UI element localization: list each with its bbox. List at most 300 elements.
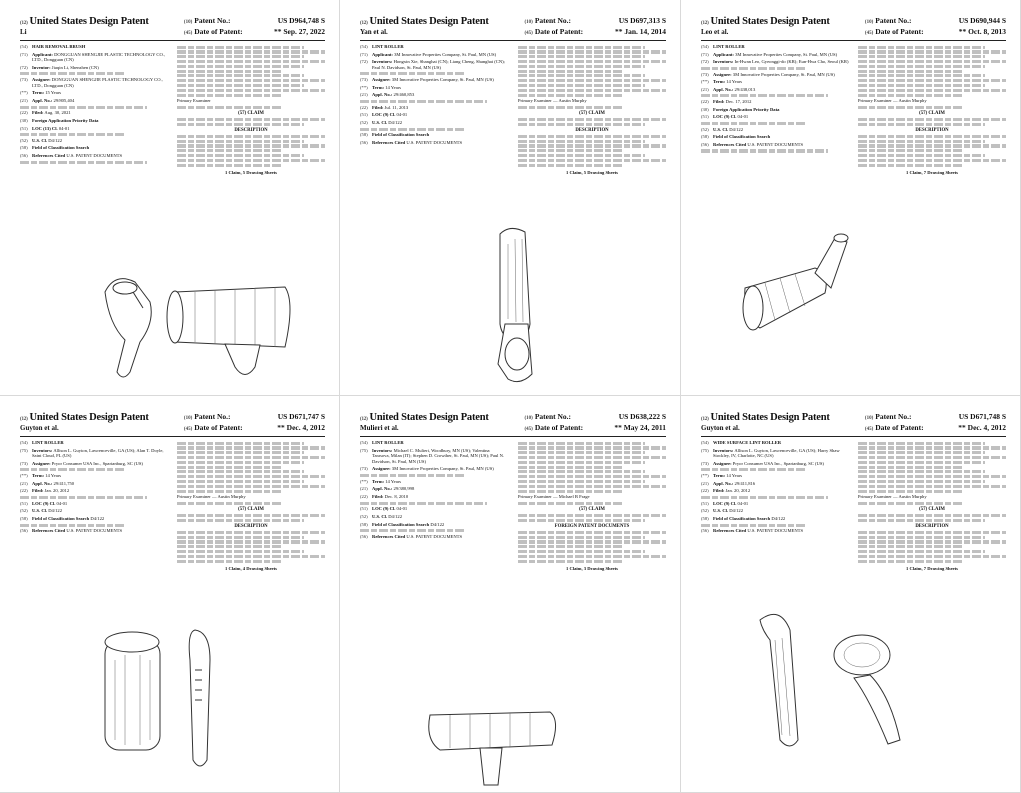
field-label: Assignee: [372, 466, 391, 472]
field-code: (30) [701, 106, 709, 112]
field-label: Field of Classification Search [713, 515, 771, 521]
field-value: Jan. 20, 2012 [725, 488, 751, 494]
field-value: In-Hwan Leo, Gyeonggi-do (KR); Eun-Hwa Cho, Seoul (KR) [734, 59, 849, 65]
field-code: (75) [360, 447, 368, 453]
biblio-field [20, 508, 168, 514]
field-label: Assignee: [32, 77, 51, 83]
field-label: Inventor: [32, 64, 51, 70]
field-label: LOC (9) Cl. [713, 114, 737, 120]
field-label: Inventors: [372, 447, 393, 453]
field-value: 29/438,013 [734, 86, 756, 92]
field-value: Jan. 20, 2012 [44, 488, 70, 494]
field-value: 3M Innovative Properties Company, St. Paul, MN (US) [391, 77, 494, 83]
field-label: References Cited [372, 533, 406, 539]
field-code: (**) [360, 478, 368, 484]
biblio-field [20, 481, 168, 487]
claim-heading: (57) CLAIM [238, 506, 264, 512]
biblio-field [20, 488, 168, 494]
field-value: Allison L. Guyton, Lawrenceville, GA (US); Harry Shaw Stockley, IV, Charlotte, NC (US) [713, 447, 840, 459]
patent-date: (45) Date of Patent: ** Dec. 4, 2012 [864, 423, 1006, 432]
patent-number: (10) Patent No.: US D671,748 S [864, 412, 1006, 421]
biblio-field [360, 92, 508, 98]
field-label: LOC (13) Cl. [32, 125, 58, 131]
field-label: WIDE SURFACE LINT ROLLER [713, 440, 782, 445]
field-label: Assignee: [32, 460, 51, 466]
references-column [858, 440, 1006, 571]
biblio-field [360, 514, 508, 520]
field-code: (56) [360, 533, 368, 539]
biblio-field [701, 473, 849, 479]
field-value: U.S. PATENT DOCUMENTS [66, 528, 123, 534]
field-label: Field of Classification Search [32, 145, 90, 151]
bibliographic-fields [20, 44, 168, 175]
description-heading: DESCRIPTION [234, 127, 268, 133]
biblio-field [360, 522, 508, 528]
patent-inventor: Guyton et al. [20, 424, 59, 432]
biblio-field [360, 448, 508, 465]
biblio-field [360, 486, 508, 492]
field-label: Assignee: [713, 71, 732, 77]
field-code: (54) [701, 440, 709, 445]
field-value: D4/122 [729, 126, 743, 132]
field-code: (52) [360, 119, 368, 125]
field-code: (75) [20, 447, 28, 453]
field-code: (73) [701, 460, 709, 466]
field-label: Filed: [713, 488, 725, 494]
field-value: 3M Innovative Properties Company, St. Paul, MN (US) [391, 466, 494, 472]
examiner: Primary Examiner — Austin Murphy [858, 98, 927, 104]
biblio-field [701, 142, 849, 148]
field-code: (22) [701, 99, 709, 105]
field-label: Appl. No.: [32, 97, 53, 103]
biblio-field [20, 126, 168, 132]
field-value: 14 Years [385, 478, 402, 484]
hair-brush-drawing [95, 262, 305, 387]
field-value: 04-01 [56, 500, 68, 506]
field-value: 04-01 [737, 500, 749, 506]
field-code: (73) [20, 460, 28, 466]
field-label: Field of Classification Search [372, 132, 430, 138]
field-label: References Cited [713, 528, 747, 534]
examiner: Primary Examiner [177, 98, 211, 104]
field-value: U.S. PATENT DOCUMENTS [66, 153, 123, 159]
field-label: References Cited [32, 528, 66, 534]
field-label: Field of Classification Search [372, 521, 430, 527]
lint-roller-drawing-2 [735, 228, 885, 358]
field-code: (73) [701, 71, 709, 77]
field-code: (58) [701, 515, 709, 521]
field-code: (51) [701, 500, 709, 506]
biblio-field [360, 506, 508, 512]
patent-title: (12) United States Design Patent [20, 412, 149, 423]
field-code: (71) [701, 51, 709, 57]
field-value: D4/122 [90, 515, 105, 521]
patent-number: (10) Patent No.: US D671,747 S [183, 412, 325, 421]
field-code: (52) [20, 508, 28, 514]
field-code: (54) [20, 44, 28, 49]
field-value: DONGGUAN SHENGJIE PLASTIC TECHNOLOGY CO., LTD., Dongguan (CN) [32, 51, 166, 63]
field-label: References Cited [713, 141, 747, 147]
field-label: LINT ROLLER [372, 440, 404, 445]
field-value: 04-01 [396, 112, 408, 118]
patent-date: (45) Date of Patent: ** Sep. 27, 2022 [183, 27, 325, 36]
field-label: U.S. Cl. [372, 513, 388, 519]
field-code: (21) [701, 480, 709, 486]
lint-roller-drawing-4 [420, 690, 570, 790]
patent-header [701, 16, 1006, 36]
field-code: (51) [360, 506, 368, 512]
biblio-field [360, 120, 508, 126]
field-label: Inventors: [372, 59, 393, 65]
field-label: Term: [713, 79, 726, 85]
field-label: HAIR REMOVAL BRUSH [32, 44, 86, 49]
field-value: 15 Years [45, 90, 62, 96]
field-label: LOC (9) Cl. [372, 112, 396, 118]
lint-roller-drawing-1 [470, 214, 560, 386]
biblio-field [701, 516, 849, 522]
field-label: References Cited [32, 153, 66, 159]
field-value: D4/122 [729, 508, 743, 514]
wide-lint-roller-drawing [750, 600, 910, 755]
field-label: Applicant: [32, 51, 53, 57]
patent-inventor: Leo et al. [701, 28, 729, 36]
field-value: U.S. PATENT DOCUMENTS [406, 533, 463, 539]
biblio-field [360, 466, 508, 472]
patent-number: (10) Patent No.: US D697,313 S [524, 16, 666, 25]
field-label: Filed: [32, 488, 44, 494]
field-value: 29/411,816 [734, 480, 756, 486]
field-code: (58) [20, 515, 28, 521]
claim-heading: (57) CLAIM [579, 506, 605, 512]
field-code: (**) [701, 79, 709, 85]
bibliographic-fields [360, 440, 508, 571]
biblio-field [701, 114, 849, 120]
field-label: Appl. No.: [32, 480, 53, 486]
field-value: Pryor Consumer USA Inc., Spartanburg, SC (US) [51, 460, 143, 466]
field-value: D4/122 [48, 508, 62, 514]
references-column [518, 44, 666, 175]
field-label: Term: [372, 84, 385, 90]
drawing-sheets: 1 Claim, 7 Drawing Sheets [906, 565, 958, 571]
field-label: Filed: [32, 110, 44, 116]
field-value: U.S. PATENT DOCUMENTS [747, 528, 804, 534]
patent-header [20, 16, 325, 36]
field-value: 29/380,998 [393, 486, 415, 492]
field-label: U.S. Cl. [32, 508, 48, 514]
biblio-field [20, 501, 168, 507]
field-value: Dec. 8, 2010 [384, 493, 409, 499]
biblio-field [360, 85, 508, 91]
field-code: (73) [360, 466, 368, 472]
patent-body [20, 44, 325, 175]
biblio-field [701, 134, 849, 140]
field-value: 14 Years [385, 84, 402, 90]
biblio-field [20, 77, 168, 88]
patent-inventor: Guyton et al. [701, 424, 740, 432]
biblio-field [360, 77, 508, 83]
biblio-field [701, 87, 849, 93]
drawing-sheets: 1 Claim, 3 Drawing Sheets [566, 565, 618, 571]
field-label: U.S. Cl. [713, 126, 729, 132]
field-code: (52) [20, 137, 28, 143]
field-label: LINT ROLLER [372, 44, 404, 49]
field-code: (52) [701, 508, 709, 514]
field-value: Dec. 17, 2012 [725, 99, 752, 105]
patent-date: (45) Date of Patent: ** Oct. 8, 2013 [864, 27, 1006, 36]
patent-body [360, 44, 666, 175]
patent-body [701, 44, 1006, 175]
biblio-field [701, 72, 849, 78]
biblio-field [701, 107, 849, 113]
field-code: (21) [360, 486, 368, 492]
patent-title: (12) United States Design Patent [20, 16, 149, 27]
field-value: Allison L. Guyton, Lawrenceville, GA (US); Alan T. Doyle, Saint Cloud, FL (US) [32, 447, 164, 459]
field-label: LOC (9) Cl. [372, 506, 396, 512]
header-rule [20, 40, 325, 41]
field-code: (51) [360, 112, 368, 118]
field-value: Aug. 30, 2021 [44, 110, 71, 116]
biblio-field [701, 501, 849, 507]
field-value: DONGGUAN SHENGJIE PLASTIC TECHNOLOGY CO., LTD., Dongguan (CN) [32, 77, 163, 88]
field-label: Assignee: [372, 77, 391, 83]
field-value: Hongxin Xie, Shanghai (CN); Liang Cheng, Shanghai (CN); Paul N. Davidson, St. Paul, MN (US) [372, 59, 505, 70]
brush-roller-shape [167, 287, 290, 375]
bibliographic-fields [701, 44, 849, 175]
field-value: 14 Years [726, 473, 743, 479]
biblio-field [701, 481, 849, 487]
field-label: LOC (9) Cl. [713, 500, 737, 506]
field-value: U.S. PATENT DOCUMENTS [406, 139, 463, 145]
field-code: (56) [20, 153, 28, 159]
patent-title: (12) United States Design Patent [360, 412, 489, 423]
field-code: (21) [701, 86, 709, 92]
field-code: (52) [701, 126, 709, 132]
patent-header [20, 412, 325, 432]
claim-heading: (57) CLAIM [579, 110, 605, 116]
field-code: (72) [20, 64, 28, 70]
field-code: (30) [20, 117, 28, 123]
biblio-field [701, 508, 849, 514]
field-code: (**) [701, 473, 709, 479]
patent-number: (10) Patent No.: US D690,944 S [864, 16, 1006, 25]
field-code: (54) [360, 440, 368, 445]
field-code: (21) [20, 97, 28, 103]
biblio-field [20, 138, 168, 144]
field-value: 04-01 [58, 125, 70, 131]
field-label: U.S. Cl. [32, 137, 48, 143]
field-code: (**) [20, 473, 28, 479]
patent-inventor: Li [20, 28, 27, 36]
header-rule [20, 436, 325, 437]
field-value: 14 Years [726, 79, 743, 85]
biblio-field [20, 440, 168, 446]
field-value: D4/122 [48, 137, 62, 143]
field-label: Inventors: [713, 447, 734, 453]
biblio-field [20, 528, 168, 534]
description-heading: FOREIGN PATENT DOCUMENTS [554, 523, 630, 529]
patent-date: (45) Date of Patent: ** Dec. 4, 2012 [183, 423, 325, 432]
biblio-field [701, 52, 849, 58]
biblio-field [20, 65, 168, 71]
biblio-field [701, 59, 849, 65]
biblio-field [701, 528, 849, 534]
drawing-sheets: 1 Claim, 7 Drawing Sheets [906, 169, 958, 175]
biblio-field [360, 112, 508, 118]
field-code: (58) [701, 134, 709, 140]
field-label: LOC (9) Cl. [32, 500, 56, 506]
bibliographic-fields [360, 44, 508, 175]
claim-heading: (57) CLAIM [919, 110, 945, 116]
patent-title: (12) United States Design Patent [360, 16, 489, 27]
examiner: Primary Examiner — Austin Murphy [518, 98, 587, 104]
field-label: Foreign Application Priority Data [713, 106, 780, 112]
field-label: Term: [713, 473, 726, 479]
field-code: (54) [20, 440, 28, 445]
field-code: (71) [20, 51, 28, 57]
field-value: 3M Innovative Properties Company, St. Paul, MN (US) [732, 71, 835, 77]
field-label: Filed: [713, 99, 725, 105]
biblio-field [20, 118, 168, 124]
references-column [858, 44, 1006, 175]
header-rule [360, 436, 666, 437]
references-column [177, 440, 325, 571]
biblio-field [20, 516, 168, 522]
claim-heading: (57) CLAIM [238, 110, 264, 116]
field-label: Field of Classification Search [32, 515, 90, 521]
field-label: Inventors: [713, 59, 734, 65]
biblio-field [701, 440, 849, 446]
field-value: D4/122 [771, 515, 786, 521]
field-label: Assignee: [713, 460, 732, 466]
field-code: (54) [360, 44, 368, 49]
biblio-field [20, 110, 168, 116]
field-label: Inventors: [32, 447, 53, 453]
biblio-field [360, 132, 508, 138]
biblio-field [701, 79, 849, 85]
biblio-field [20, 153, 168, 159]
field-code: (22) [20, 110, 28, 116]
biblio-field [360, 52, 508, 58]
field-value: 29/805,404 [53, 97, 75, 103]
field-label: Appl. No.: [372, 92, 393, 98]
field-code: (58) [20, 145, 28, 151]
patent-body [20, 440, 325, 571]
field-label: Filed: [372, 104, 384, 110]
examiner: Primary Examiner — Austin Murphy [858, 494, 927, 500]
patent-header [360, 16, 666, 36]
field-value: D4/122 [430, 521, 445, 527]
biblio-field [360, 440, 508, 446]
patent-number: (10) Patent No.: US D964,748 S [183, 16, 325, 25]
field-label: Appl. No.: [713, 480, 734, 486]
bibliographic-fields [20, 440, 168, 571]
biblio-field [360, 105, 508, 111]
biblio-field [701, 448, 849, 459]
field-value: Pryor Consumer USA Inc., Spartanburg, SC (US) [732, 460, 824, 466]
field-code: (73) [360, 77, 368, 83]
field-code: (**) [360, 84, 368, 90]
field-value: 04-01 [396, 506, 408, 512]
field-code: (56) [20, 528, 28, 534]
field-code: (75) [701, 447, 709, 453]
field-code: (73) [20, 77, 28, 83]
patent-header [360, 412, 666, 432]
brush-handle-shape [105, 279, 151, 377]
drawing-sheets: 1 Claim, 5 Drawing Sheets [566, 169, 618, 175]
field-code: (51) [701, 114, 709, 120]
field-value: 29/460,853 [393, 92, 415, 98]
patent-title: (12) United States Design Patent [701, 16, 830, 27]
patent-inventor: Yan et al. [360, 28, 388, 36]
biblio-field [360, 479, 508, 485]
field-label: Applicant: [713, 51, 734, 57]
field-code: (56) [701, 528, 709, 534]
field-code: (58) [360, 521, 368, 527]
lint-roller-drawing-3 [95, 620, 245, 780]
field-code: (56) [701, 141, 709, 147]
biblio-field [20, 44, 168, 50]
biblio-field [20, 90, 168, 96]
drawing-sheets: 1 Claim, 5 Drawing Sheets [225, 169, 277, 175]
field-value: 29/411,750 [53, 480, 75, 486]
field-label: U.S. Cl. [372, 119, 388, 125]
header-rule [701, 436, 1006, 437]
field-label: LINT ROLLER [713, 44, 745, 49]
field-code: (51) [20, 500, 28, 506]
field-code: (21) [360, 92, 368, 98]
field-code: (21) [20, 480, 28, 486]
field-code: (71) [360, 51, 368, 57]
biblio-field [360, 59, 508, 70]
field-code: (56) [360, 139, 368, 145]
field-code: (22) [20, 488, 28, 494]
biblio-field [20, 52, 168, 63]
field-label: References Cited [372, 139, 406, 145]
patent-inventor: Mulieri et al. [360, 424, 399, 432]
field-label: U.S. Cl. [713, 508, 729, 514]
field-code: (**) [20, 90, 28, 96]
biblio-field [701, 127, 849, 133]
biblio-field [20, 473, 168, 479]
field-value: U.S. PATENT DOCUMENTS [747, 141, 804, 147]
field-label: Term: [32, 473, 45, 479]
field-value: Jul. 11, 2013 [384, 104, 409, 110]
field-label: Applicant: [372, 51, 393, 57]
biblio-field [20, 461, 168, 467]
drawing-sheets: 1 Claim, 4 Drawing Sheets [225, 565, 277, 571]
field-code: (22) [360, 493, 368, 499]
description-heading: DESCRIPTION [234, 523, 268, 529]
field-value: 3M Innovative Properties Company, St. Paul, MN (US) [735, 51, 838, 57]
bibliographic-fields [701, 440, 849, 571]
biblio-field [20, 145, 168, 151]
field-value: 3M Innovative Properties Company, St. Paul, MN (US) [394, 51, 497, 57]
patent-number: (10) Patent No.: US D638,222 S [524, 412, 666, 421]
field-value: Michael C. Mulieri, Woodbury, MN (US); Valentina Tarasova, Milan (IT); Stephen D. Crowther, St. Paul, MN (US); Paul N. Davidson, St. Paul, MN (US) [372, 447, 505, 464]
field-label: Appl. No.: [713, 86, 734, 92]
header-rule [701, 40, 1006, 41]
field-label: Filed: [372, 493, 384, 499]
description-heading: DESCRIPTION [915, 523, 949, 529]
claim-heading: (57) CLAIM [919, 506, 945, 512]
description-heading: DESCRIPTION [915, 127, 949, 133]
biblio-field [701, 488, 849, 494]
field-label: LINT ROLLER [32, 440, 64, 445]
field-label: Term: [372, 478, 385, 484]
biblio-field [20, 448, 168, 459]
field-value: 04-01 [737, 114, 749, 120]
field-label: Term: [32, 90, 45, 96]
